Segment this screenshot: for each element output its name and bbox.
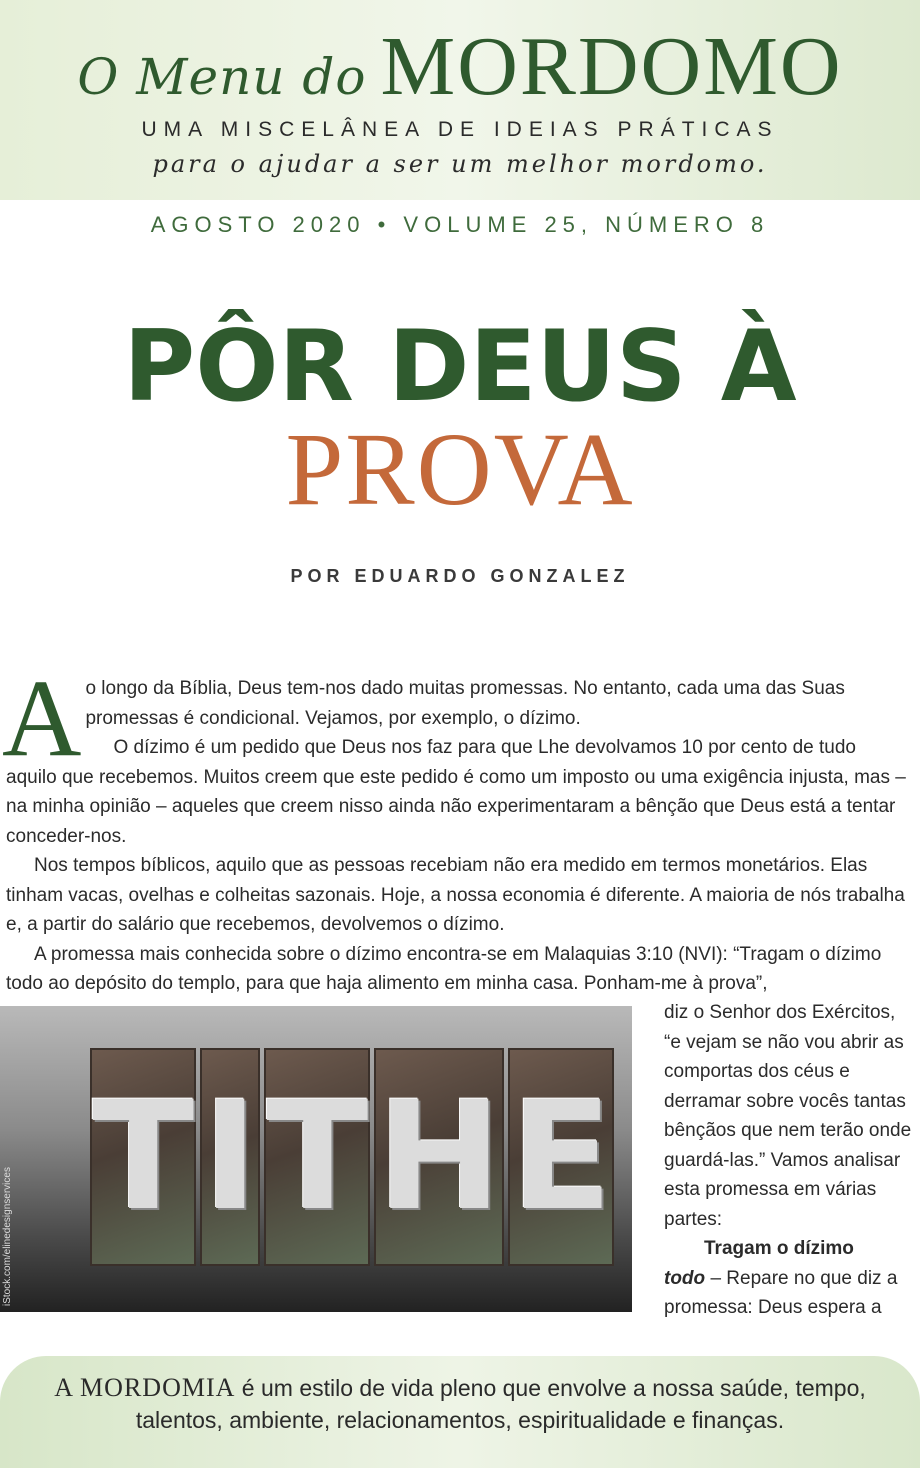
- footer-lead: A MORDOMIA: [54, 1373, 236, 1402]
- masthead-big: MORDOMO: [380, 20, 843, 113]
- paragraph-3: Nos tempos bíblicos, aquilo que as pessoas recebiam não era medido em termos monetários. Elas tinham vacas, ovelhas e colheitas sazonais. Hoje, a nossa economia é diferente. A maioria de nós trabalha e, a partir do salário que recebemos, devolvemos o dízimo.: [6, 855, 905, 935]
- footer-banner: [0, 1356, 920, 1468]
- side-heading-italic: todo: [664, 1267, 706, 1289]
- tithe-photo: [0, 1006, 632, 1312]
- letter-block: T: [90, 1048, 196, 1266]
- drop-cap: A: [2, 657, 82, 779]
- article-title-line2: PROVA: [285, 412, 635, 527]
- article-body: [2, 657, 910, 999]
- paragraph-1: [2, 657, 910, 779]
- issue-line: AGOSTO 2020 • VOLUME 25, NÚMERO 8: [150, 212, 770, 237]
- masthead-banner: [0, 0, 920, 200]
- letter-block: H: [374, 1048, 504, 1266]
- paragraph-1-text: o longo da Bíblia, Deus tem-nos dado muitas promessas. No entanto, cada uma das Suas promessas é condicional. Vejamos, por exemplo, o dízimo.: [85, 678, 845, 729]
- byline: POR EDUARDO GONZALEZ: [290, 566, 630, 586]
- masthead-script: O Menu do: [77, 48, 367, 106]
- side-paragraph-2: [664, 1264, 914, 1323]
- footer-body: é um estilo de vida pleno que envolve a nossa saúde, tempo, talentos, ambiente, relacionamentos, espiritualidade e finanças.: [135, 1375, 866, 1433]
- tagline-caps: UMA MISCELÂNEA DE IDEIAS PRÁTICAS: [141, 118, 779, 141]
- paragraph-4: A promessa mais conhecida sobre o dízimo encontra-se em Malaquias 3:10 (NVI): “Tragam o dízimo todo ao depósito do templo, para que haja alimento em minha casa. Ponham-me à prova”,: [6, 943, 882, 994]
- side-column: [664, 998, 914, 1323]
- side-heading: Tragam o dízimo: [704, 1238, 854, 1259]
- masthead-title: [0, 18, 920, 115]
- side-paragraph-1: diz o Senhor dos Exércitos, “e vejam se não vou abrir as comportas dos céus e derramar sobre vocês tantas bênçãos que nem terão onde guardá-las.” Vamos analisar esta promessa em várias partes:: [664, 1002, 912, 1230]
- footer-text: [30, 1372, 890, 1436]
- letterpress-blocks: [90, 1048, 613, 1266]
- photo-credit: iStock.com/elinedesignservices: [2, 1167, 13, 1306]
- side-paragraph-2-text: – Repare no que diz a promessa: Deus espera a: [664, 1267, 898, 1318]
- paragraph-2: O dízimo é um pedido que Deus nos faz para que Lhe devolvamos 10 por cento de tudo aquilo que recebemos. Muitos creem que este pedido é como um imposto ou uma exigência injusta, mas – na minha opinião – aqueles que creem nisso ainda não experimentaram a bênção que Deus está a tentar conceder-nos.: [6, 737, 906, 847]
- tagline-script: para o ajudar a ser um melhor mordomo.: [152, 150, 768, 178]
- letter-block: I: [200, 1048, 260, 1266]
- letter-block: E: [508, 1048, 614, 1266]
- article-title-line1: PÔR DEUS À: [123, 310, 797, 424]
- letter-block: T: [264, 1048, 370, 1266]
